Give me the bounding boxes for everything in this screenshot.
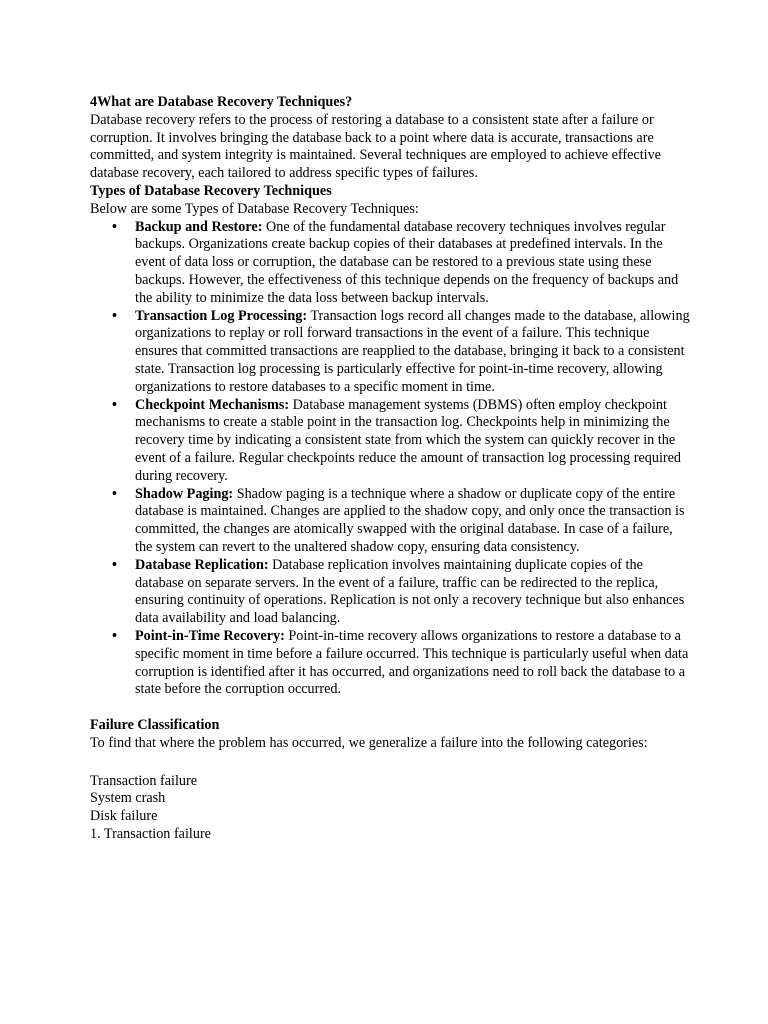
techniques-list [90, 219, 690, 700]
types-intro: Below are some Types of Database Recovery Techniques: [90, 200, 419, 217]
types-heading: Types of Database Recovery Techniques [90, 182, 332, 199]
list-item [90, 219, 690, 308]
category-item: Transaction failure [90, 772, 198, 789]
technique-description: Shadow paging is a technique where a shadow or duplicate copy of the entire database is maintained. Changes are applied to the shadow copy, and only once the transaction is committed, the changes are atomically swapped with the original database. In case of a failure, the system can revert to the unaltered shadow copy, ensuring data consistency. [135, 485, 685, 555]
list-item [90, 486, 690, 557]
list-item [90, 308, 690, 397]
bullet-icon: • [112, 627, 117, 644]
spacer [90, 699, 690, 717]
document-title: 4What are Database Recovery Techniques? [90, 94, 353, 110]
document-body [90, 94, 690, 844]
intro-paragraph: Database recovery refers to the process of restoring a database to a consistent state after a failure or corruption. It involves bringing the database back to a point where data is accurate, transactions are committed, and system integrity is maintained. Several techniques are employed to achieve effective database recovery, each tailored to address specific types of failures. [90, 111, 661, 182]
technique-description: Database management systems (DBMS) often employ checkpoint mechanisms to create a stable point in the transaction log. Checkpoints help in minimizing the recovery time by indicating a consistent state from which the system can quickly recover in the event of a failure. Regular checkpoints reduce the amount of transaction log processing required during recovery. [135, 396, 682, 484]
spacer [90, 753, 690, 773]
technique-term: Transaction Log Processing: [135, 307, 308, 324]
technique-description: Transaction logs record all changes made to the database, allowing organizations to replay or roll forward transactions in the event of a failure. This technique ensures that committed transactions are reapplied to the database, bringing it back to a consistent state. Transaction log processing is particularly effective for point-in-time recovery, allowing organizations to restore databases to a specific moment in time. [135, 307, 690, 395]
bullet-icon: • [112, 396, 117, 413]
bullet-icon: • [112, 556, 117, 573]
list-item [90, 397, 690, 486]
bullet-icon: • [112, 485, 117, 502]
technique-term: Point-in-Time Recovery: [135, 627, 285, 644]
failure-intro: To find that where the problem has occurred, we generalize a failure into the following categories: [90, 734, 648, 751]
list-item [90, 628, 690, 699]
category-item: Disk failure [90, 808, 158, 825]
failure-heading: Failure Classification [90, 717, 220, 734]
category-item: System crash [90, 790, 166, 807]
list-item [90, 557, 690, 628]
bullet-icon: • [112, 307, 117, 324]
technique-description: Database replication involves maintaining duplicate copies of the database on separate servers. In the event of a failure, traffic can be redirected to the replica, ensuring continuity of operations. Replication is not only a recovery technique but also enhances data availability and load balancing. [135, 556, 685, 627]
technique-term: Backup and Restore: [135, 218, 263, 235]
technique-term: Database Replication: [135, 556, 269, 573]
technique-description: Point-in-time recovery allows organizations to restore a database to a specific moment in time before a failure occurred. This technique is particularly useful when data corruption is identified after it has occurred, and organizations need to roll back the database to a state before the corruption occurred. [135, 627, 689, 698]
technique-description: One of the fundamental database recovery techniques involves regular backups. Organizations create backup copies of their databases at predefined intervals. In the event of data loss or corruption, the database can be restored to a previous state using these backups. However, the effectiveness of this technique depends on the frequency of backups and the ability to minimize the data loss between backup intervals. [135, 218, 679, 306]
technique-term: Shadow Paging: [135, 485, 234, 502]
numbered-item: 1. Transaction failure [90, 826, 211, 843]
bullet-icon: • [112, 218, 117, 235]
technique-term: Checkpoint Mechanisms: [135, 396, 290, 413]
